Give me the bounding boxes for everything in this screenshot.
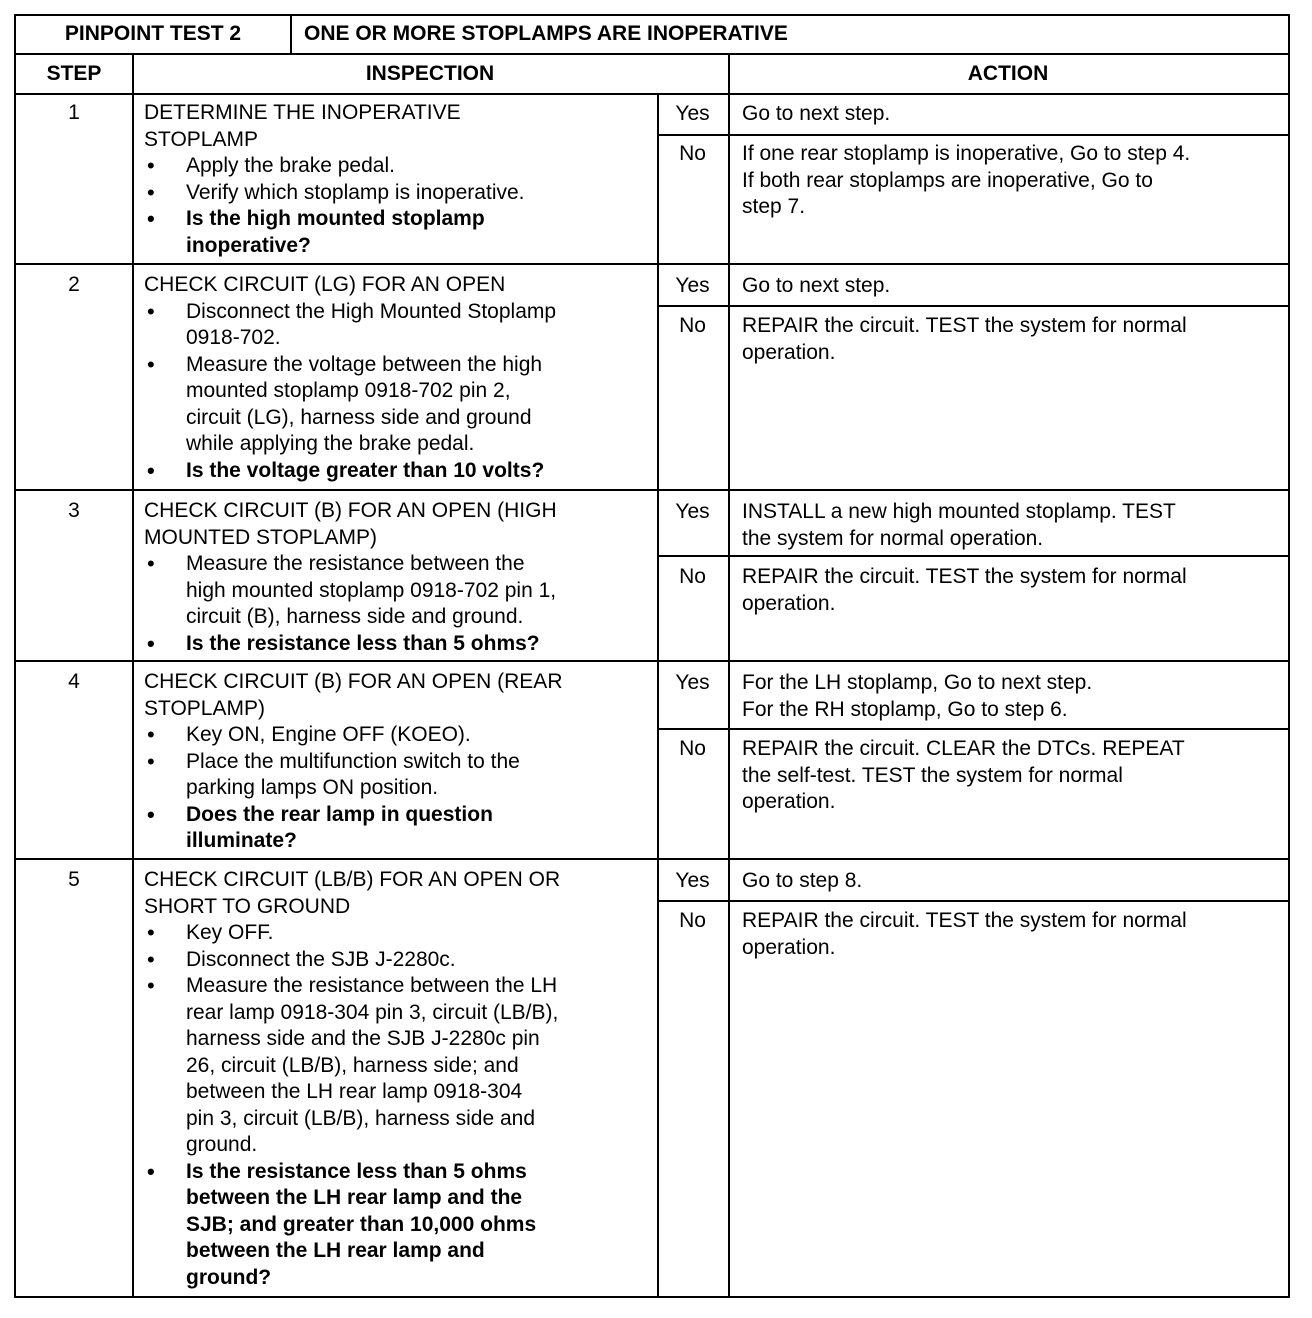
test-question: • Does the rear lamp in question illuminate? [144, 802, 562, 855]
no-label: No [679, 565, 706, 588]
step-number: 4 [68, 670, 80, 693]
test-question: • Is the high mounted stoplamp inoperative? [144, 206, 525, 259]
yes-label: Yes [675, 671, 710, 694]
step-number: 2 [68, 273, 80, 296]
no-action: REPAIR the circuit. TEST the system for normal operation. [742, 909, 1187, 959]
procedure-item: • Disconnect the SJB J-2280c. [144, 947, 560, 974]
no-action: REPAIR the circuit. TEST the system for normal operation. [742, 565, 1187, 615]
procedure-list [144, 920, 560, 1291]
step-title: CHECK CIRCUIT (LG) FOR AN OPEN [144, 273, 506, 296]
procedure-list [144, 722, 562, 855]
procedure-item: • Apply the brake pedal. [144, 153, 525, 180]
yes-label: Yes [675, 274, 710, 297]
step-title: DETERMINE THE INOPERATIVE STOPLAMP [144, 101, 461, 151]
inspection-cell [144, 272, 556, 484]
yes-label: Yes [675, 102, 710, 125]
yes-label: Yes [675, 500, 710, 523]
procedure-list [144, 551, 557, 657]
yes-action: Go to step 8. [742, 869, 863, 892]
no-action: If one rear stoplamp is inoperative, Go to step 4. If both rear stoplamps are inoperative, Go to step 7. [742, 142, 1191, 218]
step-title: CHECK CIRCUIT (LB/B) FOR AN OPEN OR SHORT TO GROUND [144, 868, 561, 918]
pinpoint-test-table [14, 14, 1290, 1298]
procedure-item: • Place the multifunction switch to the parking lamps ON position. [144, 749, 562, 802]
test-question: • Is the resistance less than 5 ohms? [144, 631, 557, 658]
procedure-item: • Measure the resistance between the LH rear lamp 0918-304 pin 3, circuit (LB/B), harness side and the SJB J-2280c pin 26, circuit (LB/B), harness side; and between the LH rear lamp 0918-304 pin 3, circuit (LB/B), harness side and ground. [144, 973, 560, 1159]
step-number: 1 [68, 101, 80, 124]
procedure-item: • Measure the resistance between the high mounted stoplamp 0918-702 pin 1, circuit (B), harness side and ground. [144, 551, 557, 631]
no-action: REPAIR the circuit. CLEAR the DTCs. REPEAT the self-test. TEST the system for normal operation. [742, 737, 1185, 813]
procedure-list [144, 299, 556, 485]
procedure-item: • Measure the voltage between the high mounted stoplamp 0918-702 pin 2, circuit (LG), harness side and ground while applying the brake pedal. [144, 352, 556, 458]
inspection-cell [144, 100, 525, 259]
yes-action: INSTALL a new high mounted stoplamp. TEST the system for normal operation. [742, 500, 1176, 550]
no-action: REPAIR the circuit. TEST the system for normal operation. [742, 314, 1187, 364]
no-label: No [679, 909, 706, 932]
column-header-action: ACTION [967, 62, 1049, 85]
column-header-inspection: INSPECTION [365, 62, 495, 85]
step-number: 5 [68, 868, 80, 891]
column-header-step: STEP [46, 62, 102, 85]
test-title: ONE OR MORE STOPLAMPS ARE INOPERATIVE [304, 22, 788, 45]
inspection-cell [144, 498, 557, 657]
test-question: • Is the resistance less than 5 ohms between the LH rear lamp and the SJB; and greater than 10,000 ohms between the LH rear lamp and ground? [144, 1159, 560, 1292]
yes-action: For the LH stoplamp, Go to next step. For the RH stoplamp, Go to step 6. [742, 671, 1093, 721]
no-label: No [679, 142, 706, 165]
test-label: PINPOINT TEST 2 [64, 22, 242, 45]
procedure-list [144, 153, 525, 259]
no-label: No [679, 737, 706, 760]
inspection-cell [144, 867, 560, 1291]
procedure-item: • Disconnect the High Mounted Stoplamp 0918-702. [144, 299, 556, 352]
yes-action: Go to next step. [742, 102, 891, 125]
step-title: CHECK CIRCUIT (B) FOR AN OPEN (HIGH MOUNTED STOPLAMP) [144, 499, 557, 549]
inspection-cell [144, 669, 562, 855]
procedure-item: • Verify which stoplamp is inoperative. [144, 180, 525, 207]
procedure-item: • Key ON, Engine OFF (KOEO). [144, 722, 562, 749]
step-number: 3 [68, 499, 80, 522]
procedure-item: • Key OFF. [144, 920, 560, 947]
step-title: CHECK CIRCUIT (B) FOR AN OPEN (REAR STOPLAMP) [144, 670, 563, 720]
yes-action: Go to next step. [742, 274, 891, 297]
yes-label: Yes [675, 869, 710, 892]
no-label: No [679, 314, 706, 337]
test-question: • Is the voltage greater than 10 volts? [144, 458, 556, 485]
